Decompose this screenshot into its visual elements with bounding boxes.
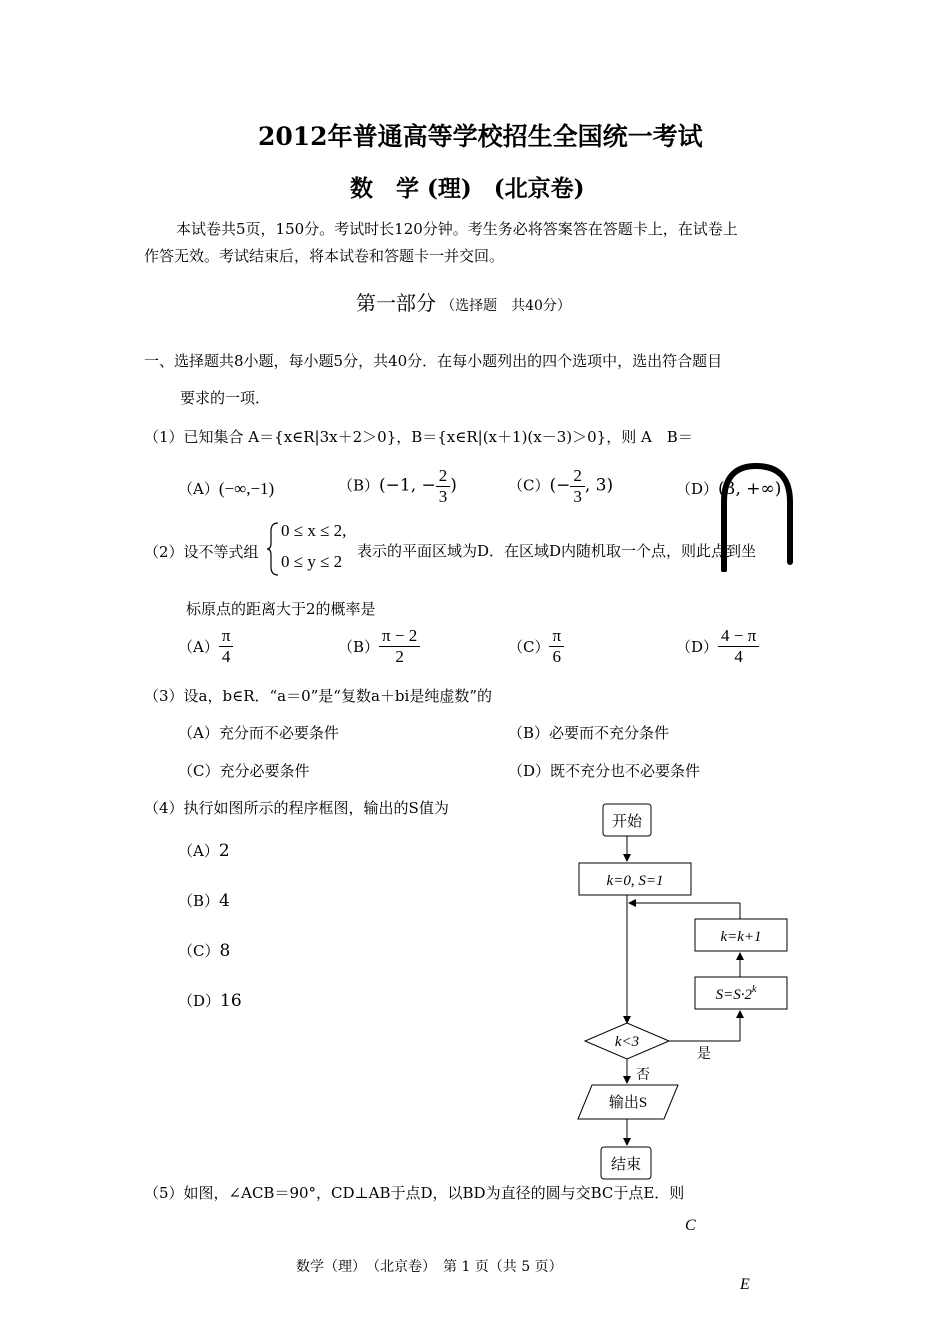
option-label: （A） [178, 480, 219, 498]
option-label: （D） [676, 480, 719, 498]
exam-subject [350, 170, 585, 203]
flow-init-text: k=0, S=1 [606, 873, 664, 889]
brace-icon [266, 521, 280, 577]
flow-update-text: $S=S\cdot 2^k$ [715, 984, 757, 1003]
intro-line-1: 本试卷共5页，150分。考试时长120分钟。考生务必将答案答在答题卡上，在试卷上 [176, 220, 738, 238]
fraction [718, 626, 759, 667]
option-value: 16 [220, 991, 242, 1011]
option-value-post: ) [450, 475, 457, 496]
flow-end-text: 结束 [610, 1157, 642, 1173]
q1-stem: （1）已知集合 A＝{x∈R|3x＋2＞0}，B＝{x∈R|(x＋1)(x－3)＞0}，则 A B＝ [144, 428, 693, 446]
part-heading [356, 287, 571, 316]
q2-ineq-2: 0 ≤ y ≤ 2 [281, 552, 343, 571]
flow-output-text: 输出S [608, 1095, 648, 1111]
fraction [379, 626, 420, 667]
numerator: π − 2 [379, 626, 420, 647]
q4-option-b [178, 890, 230, 911]
fraction [570, 466, 585, 507]
q2-option-d [676, 626, 759, 667]
q1-option-c [508, 466, 613, 507]
denominator: 3 [438, 487, 448, 506]
numerator: π [549, 626, 564, 647]
option-label: （C） [178, 942, 220, 960]
flowchart [560, 795, 800, 1185]
numerator: π [219, 626, 234, 647]
q2-option-b [338, 626, 420, 667]
section-instruction-2: 要求的一项． [180, 389, 271, 407]
flow-no-label: 否 [636, 1068, 650, 1083]
q3-stem: （3）设a，b∈R．“a＝0”是“复数a＋bi是纯虚数”的 [144, 687, 492, 705]
numerator: 2 [436, 466, 451, 487]
option-label: （A） [178, 638, 219, 656]
section-instruction-1: 一、选择题共8小题，每小题5分，共40分．在每小题列出的四个选项中，选出符合题目 [144, 352, 723, 370]
exam-title: 2012年普通高等学校招生全国统一考试 [258, 122, 703, 151]
denominator: 4 [734, 647, 743, 666]
numerator: 4 − π [718, 626, 759, 647]
flow-yes-label: 是 [697, 1047, 711, 1062]
page-footer: 数学（理） （北京卷） 第 1 页（共 5 页） [296, 1259, 563, 1275]
q4-option-a [178, 840, 230, 861]
option-label: （B） [338, 476, 380, 495]
q1-option-a [178, 478, 274, 499]
part-title: 第一部分 [356, 291, 436, 315]
q4-stem: （4）执行如图所示的程序框图，输出的S值为 [144, 799, 449, 817]
option-label: （A） [178, 842, 219, 860]
q2-rest: 表示的平面区域为D．在区域D内随机取一个点，则此点到坐 [357, 542, 757, 560]
q2-option-c [508, 626, 564, 667]
numerator: 2 [570, 466, 585, 487]
q3-option-c: （C）充分必要条件 [178, 762, 310, 780]
flow-inc-text: k=k+1 [720, 929, 762, 945]
q2-label: （2）设不等式组 [144, 543, 259, 561]
option-label: （D） [178, 992, 221, 1010]
flow-cond-text: k<3 [614, 1034, 640, 1050]
part-note: （选择题 共40分） [441, 298, 571, 314]
subject-label: 数 学 (理) [350, 175, 472, 202]
q2-line-2: 标原点的距离大于2的概率是 [186, 600, 376, 618]
option-label: （B） [338, 638, 380, 656]
denominator: 4 [221, 647, 231, 666]
option-value: (3, +∞) [718, 479, 782, 499]
q3-option-a: （A）充分而不必要条件 [178, 724, 339, 742]
fraction [219, 626, 234, 667]
q3-option-b: （B）必要而不充分条件 [508, 724, 670, 742]
option-value-pre: (− [549, 475, 571, 496]
q5-point-e: E [740, 1276, 750, 1293]
q5-point-c: C [685, 1217, 696, 1234]
denominator: 6 [552, 647, 562, 666]
fraction [549, 626, 564, 667]
q1-option-b [338, 466, 457, 507]
option-value-post: , 3) [584, 475, 614, 496]
q3-option-d: （D）既不充分也不必要条件 [508, 762, 701, 780]
q5-stem: （5）如图，∠ACB＝90°，CD⊥AB于点D，以BD为直径的圆与交BC于点E．则 [144, 1184, 685, 1202]
option-value: 4 [219, 891, 230, 911]
flow-start-text: 开始 [611, 814, 643, 830]
intro-line-2: 作答无效。考试结束后，将本试卷和答题卡一并交回。 [144, 247, 505, 265]
q2-ineq-1: 0 ≤ x ≤ 2, [281, 521, 347, 540]
option-value-pre: (−1, − [379, 475, 436, 496]
fraction [436, 466, 451, 507]
option-value: 8 [219, 941, 231, 961]
q2-option-a [178, 626, 233, 667]
option-label: （C） [508, 638, 550, 656]
option-label: （C） [508, 476, 550, 495]
option-value: 2 [218, 841, 230, 861]
region-label: (北京卷) [493, 175, 585, 202]
q4-option-c [178, 940, 230, 961]
option-label: （D） [676, 638, 719, 656]
denominator: 3 [573, 487, 582, 506]
option-value: (−∞,−1) [218, 479, 275, 498]
denominator: 2 [395, 647, 404, 666]
q4-option-d [178, 990, 242, 1011]
option-label: （B） [178, 892, 220, 910]
